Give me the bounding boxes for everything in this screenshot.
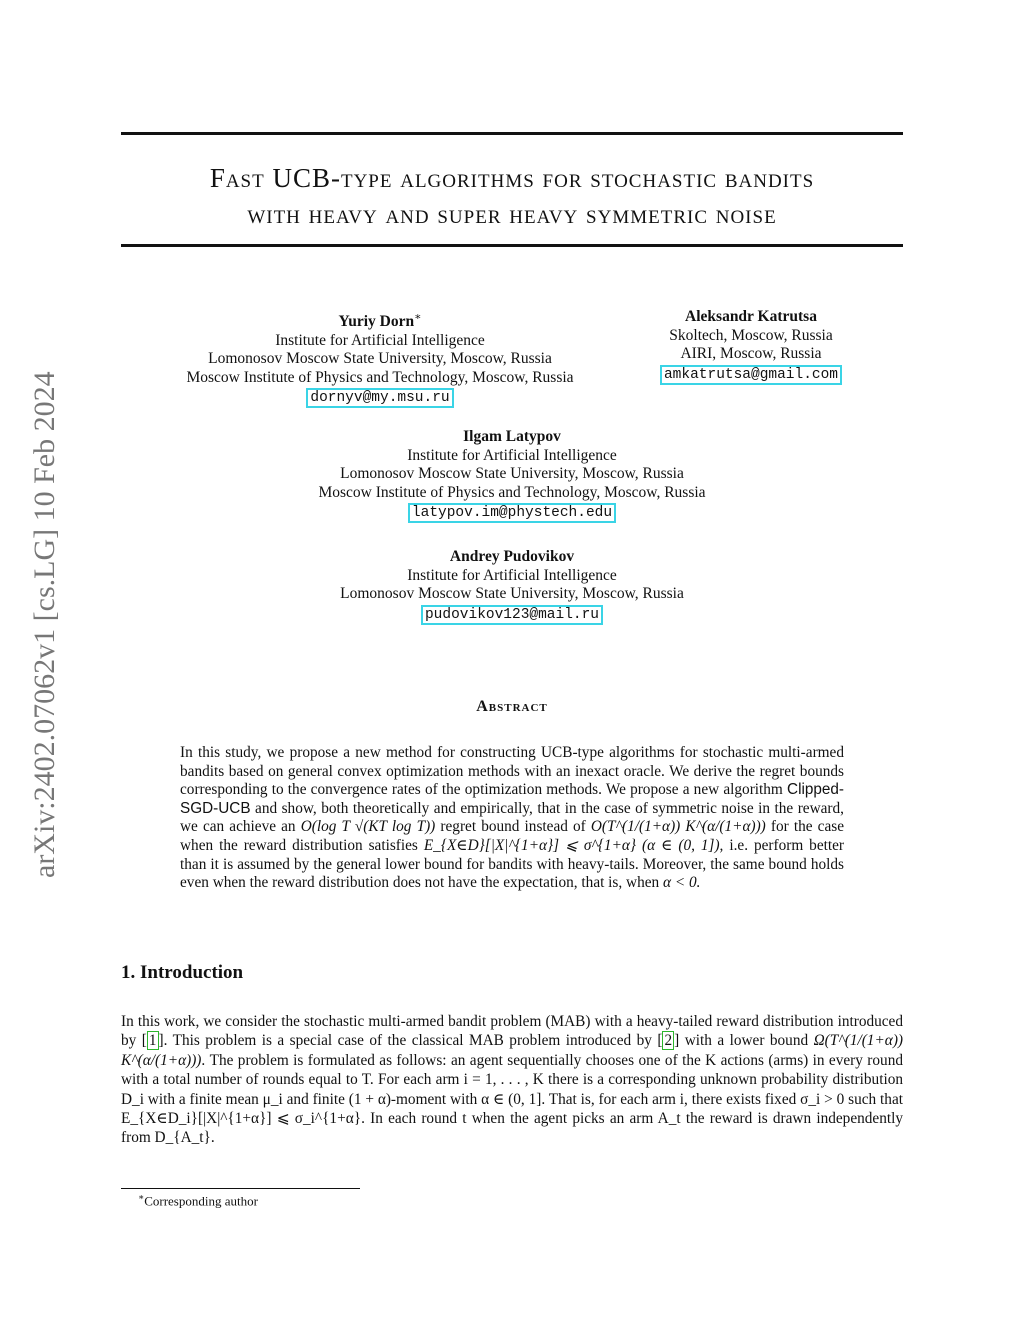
title-bottom-rule	[121, 244, 903, 247]
footnote: ∗Corresponding author	[138, 1192, 258, 1209]
author-affiliation: Skoltech, Moscow, Russia	[669, 326, 833, 344]
author-block-pudovikov	[262, 548, 762, 625]
author-email-link[interactable]: latypov.im@phystech.edu	[408, 503, 616, 523]
author-email-link[interactable]: pudovikov123@mail.ru	[421, 605, 603, 625]
author-affiliation: Institute for Artificial Intelligence	[275, 331, 485, 349]
algorithm-name: Clipped-SGD-UCB	[180, 781, 845, 817]
author-block-latypov	[262, 428, 762, 523]
title-line-1: Fast UCB-type algorithms for stochastic bandits	[209, 163, 815, 193]
citation-link[interactable]: 1	[148, 1032, 157, 1050]
author-affiliation: Moscow Institute of Physics and Technology, Moscow, Russia	[186, 368, 574, 386]
author-block-katrutsa	[640, 308, 862, 385]
abstract-text: In this study, we propose a new method for constructing UCB-type algorithms for stochastic multi-armed bandits based on general convex optimization methods with an inexact oracle. We derive the regret bounds corresponding to the convergence rates of the optimization methods. We propose a new algorithm Clipped-SGD-UCB and show, both theoretically and empirically, that in the case of symmetric noise in the reward, we can achieve an O(log T √(KT log T)) regret bound instead of O(T^(1/(1+α)) K^(α/(1+α))) for the case when the reward distribution satisfies E_{X∈D}[|X|^{1+α}] ⩽ σ^{1+α} (α ∈ (0, 1]), i.e. perform better than it is assumed by the general lower bound for bandits with heavy-tails. Moreover, the same bound holds even when the reward distribution does not have the expectation, that is, when α < 0.	[180, 744, 845, 892]
author-affiliation: Lomonosov Moscow State University, Moscow, Russia	[208, 350, 552, 368]
section-heading-introduction: 1. Introduction	[121, 962, 244, 983]
title-top-rule	[121, 132, 903, 135]
author-affiliation: Lomonosov Moscow State University, Moscow, Russia	[340, 585, 684, 602]
author-affiliation: Lomonosov Moscow State University, Moscow, Russia	[340, 465, 684, 482]
math-alpha-negative: α < 0.	[663, 874, 701, 892]
author-block-dorn	[160, 308, 600, 408]
author-affiliation: Moscow Institute of Physics and Technology, Moscow, Russia	[318, 483, 706, 501]
introduction-paragraph: In this work, we consider the stochastic multi-armed bandit problem (MAB) with a heavy-tailed reward distribution introduced by [ 1 ]. This problem is a special case of the classical MAB problem introduced by [ 2 ] with a lower bound Ω(T^(1/(1+α)) K^(α/(1+α))). The problem is formulated as follows: an agent sequentially chooses one of the K actions (arms) in every round with a total number of rounds equal to T. For each arm i = 1, . . . , K there is a corresponding unknown probability distribution D_i with a finite mean μ_i and finite (1 + α)-moment with α ∈ (0, 1]. That is, for each arm i, there exists fixed σ_i > 0 such that E_{X∈D_i}[|X|^{1+α}] ⩽ σ_i^{1+α}. In each round t when the agent picks an arm A_t the reward is drawn independently from D_{A_t}.	[121, 1013, 904, 1147]
citation-link[interactable]: 2	[664, 1032, 673, 1050]
author-affiliation: Institute for Artificial Intelligence	[407, 446, 617, 464]
author-email-link[interactable]: dornyv@my.msu.ru	[306, 388, 453, 408]
math-omega-bound: Ω(T^(1/(1+α)) K^(α/(1+α)))	[121, 1032, 904, 1069]
title-line-2: with heavy and super heavy symmetric noise	[247, 199, 777, 229]
author-name: Aleksandr Katrutsa	[685, 308, 817, 325]
math-regret-bound: O(log T √(KT log T))	[300, 818, 436, 836]
paper-title	[121, 160, 903, 232]
arxiv-sidebar-stamp: arXiv:2402.07062v1 [cs.LG] 10 Feb 2024	[28, 371, 61, 878]
math-alpha-range: (α ∈ (0, 1]),	[642, 836, 724, 854]
author-affiliation: AIRI, Moscow, Russia	[680, 345, 822, 362]
footnote-rule	[121, 1188, 360, 1189]
math-moment-condition: E_{X∈D}[|X|^{1+α}] ⩽ σ^{1+α}	[423, 836, 637, 854]
author-name: Yuriy Dorn∗	[338, 311, 422, 331]
author-affiliation: Institute for Artificial Intelligence	[407, 566, 617, 584]
author-email-link[interactable]: amkatrutsa@gmail.com	[660, 365, 842, 385]
author-name: Andrey Pudovikov	[449, 548, 575, 565]
abstract-heading: Abstract	[476, 698, 548, 715]
math-lower-bound: O(T^(1/(1+α)) K^(α/(1+α)))	[590, 818, 766, 836]
author-name: Ilgam Latypov	[463, 428, 561, 445]
